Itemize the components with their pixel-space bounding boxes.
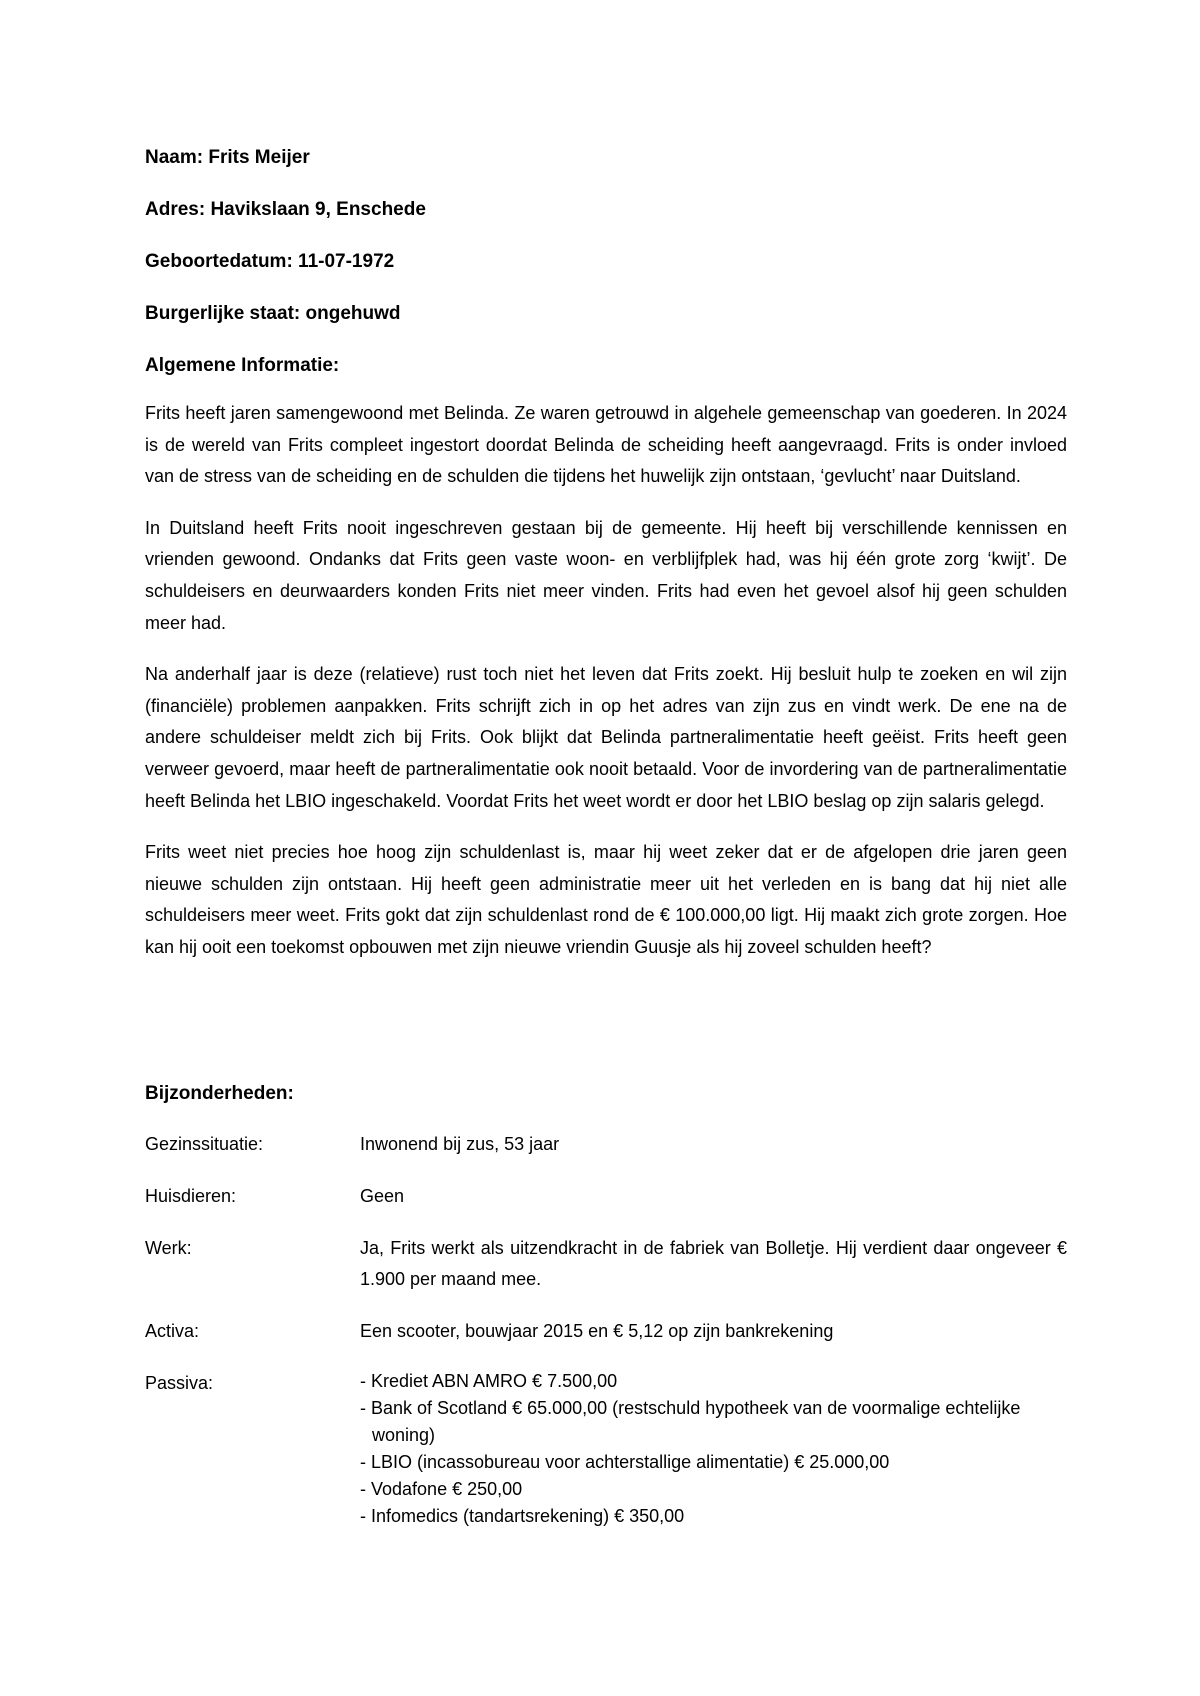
liabilities-list (360, 1368, 1067, 1530)
document-page (145, 0, 1067, 1696)
assets-label: Activa: (145, 1321, 200, 1341)
particulars-section (145, 1129, 1067, 1530)
general-info-section (145, 398, 1067, 984)
list-item: - LBIO (incassobureau voor achterstallige alimentatie) € 25.000,00 (360, 1452, 890, 1472)
list-item: - Vodafone € 250,00 (360, 1479, 523, 1499)
work-row (145, 1233, 1067, 1295)
assets-row (145, 1316, 1067, 1347)
paragraph: In Duitsland heeft Frits nooit ingeschreven gestaan bij de gemeente. Hij heeft bij verschillende kennissen en vrienden gewoond. Ondanks dat Frits geen vaste woon- en verblijfplek had, was hij één grote zorg ‘kwijt’. De schuldeisers en deurwaarders konden Frits niet meer vinden. Frits had even het gevoel alsof hij geen schulden meer had. (145, 517, 1067, 633)
household-value: Inwonend bij zus, 53 jaar (360, 1134, 560, 1154)
liabilities-label: Passiva: (145, 1373, 214, 1393)
particulars-heading: Bijzonderheden: (145, 1083, 294, 1104)
name-line: Naam: Frits Meijer (145, 147, 310, 168)
household-label: Gezinssituatie: (145, 1134, 264, 1154)
birthdate-line: Geboortedatum: 11-07-1972 (145, 251, 395, 272)
assets-value: Een scooter, bouwjaar 2015 en € 5,12 op zijn bankrekening (360, 1321, 834, 1341)
work-value: Ja, Frits werkt als uitzendkracht in de fabriek van Bolletje. Hij verdient daar ongeveer € 1.900 per maand mee. (360, 1238, 1067, 1289)
list-item: - Infomedics (tandartsrekening) € 350,00 (360, 1506, 685, 1526)
paragraph: Na anderhalf jaar is deze (relatieve) rust toch niet het leven dat Frits zoekt. Hij besluit hulp te zoeken en wil zijn (financiële) problemen aanpakken. Frits schrijft zich in op het adres van zijn zus en vindt werk. De ene na de andere schuldeiser meldt zich bij Frits. Ook blijkt dat Belinda partneralimentatie heeft geëist. Frits heeft geen verweer gevoerd, maar heeft de partneralimentatie ook nooit betaald. Voor de invordering van de partneralimentatie heeft Belinda het LBIO ingeschakeld. Voordat Frits het weet wordt er door het LBIO beslag op zijn salaris gelegd. (145, 664, 1067, 811)
general-info-heading: Algemene Informatie: (145, 355, 340, 376)
pets-label: Huisdieren: (145, 1186, 237, 1206)
pets-value: Geen (360, 1186, 405, 1206)
paragraph: Frits heeft jaren samengewoond met Belinda. Ze waren getrouwd in algehele gemeenschap van goederen. In 2024 is de wereld van Frits compleet ingestort doordat Belinda de scheiding heeft aangevraagd. Frits is onder invloed van de stress van de scheiding en de schulden die tijdens het huwelijk zijn ontstaan, ‘gevlucht’ naar Duitsland. (145, 403, 1067, 487)
household-row (145, 1129, 1067, 1160)
pets-row (145, 1181, 1067, 1212)
work-label: Werk: (145, 1238, 192, 1258)
paragraph: Frits weet niet precies hoe hoog zijn schuldenlast is, maar hij weet zeker dat er de afgelopen drie jaren geen nieuwe schulden zijn ontstaan. Hij heeft geen administratie meer uit het verleden en is bang dat hij niet alle schuldeisers meer weet. Frits gokt dat zijn schuldenlast rond de € 100.000,00 ligt. Hij maakt zich grote zorgen. Hoe kan hij ooit een toekomst opbouwen met zijn nieuwe vriendin Guusje als hij zoveel schulden heeft? (145, 842, 1067, 957)
liabilities-row (145, 1368, 1067, 1530)
address-line: Adres: Havikslaan 9, Enschede (145, 199, 426, 220)
list-item: - Bank of Scotland € 65.000,00 (restschuld hypotheek van de voormalige echtelijke woning) (360, 1398, 1021, 1445)
list-item: - Krediet ABN AMRO € 7.500,00 (360, 1371, 618, 1391)
marital-status-line: Burgerlijke staat: ongehuwd (145, 303, 401, 324)
